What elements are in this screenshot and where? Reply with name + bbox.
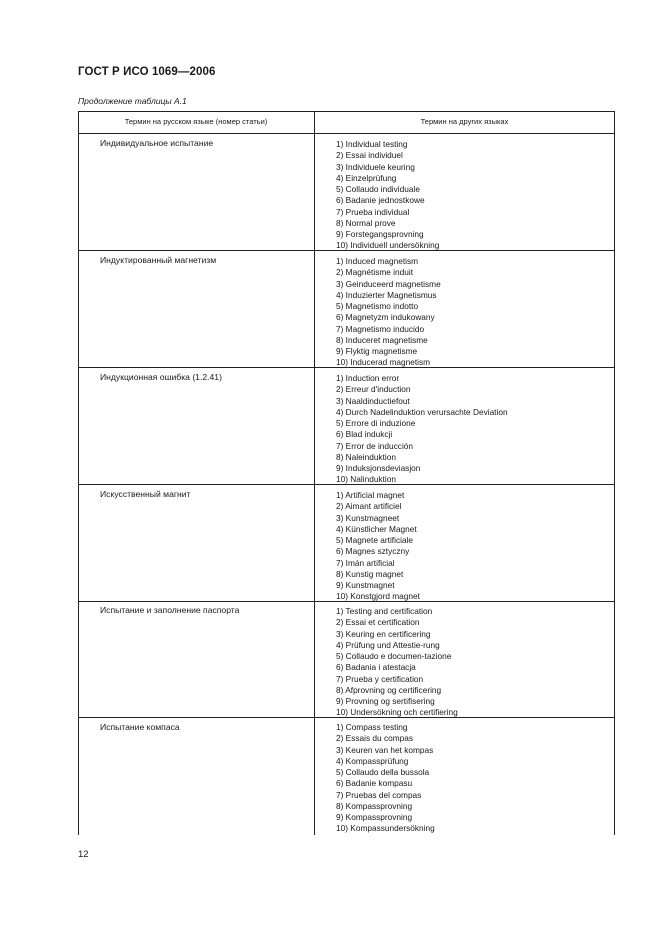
translation-item: 4) Durch Nadelinduktion verursachte Deviation	[336, 406, 508, 417]
russian-term: Индивидуальное испытание	[100, 138, 214, 148]
translation-item: 6) Badania i atestacja	[336, 662, 416, 673]
document-title: ГОСТ Р ИСО 1069—2006	[78, 66, 216, 78]
translation-item: 1) Individual testing	[336, 139, 408, 149]
translation-item: 5) Magnete artificiale	[336, 535, 414, 545]
translation-item: 5) Collaudo della bussola	[336, 767, 430, 777]
table-left-border	[78, 111, 79, 835]
translation-item: 7) Error de inducción	[336, 440, 414, 451]
translation-list	[336, 256, 441, 369]
russian-term: Индукционная ошибка (1.2.41)	[100, 372, 222, 382]
translation-item: 2) Essai et certification	[336, 617, 420, 628]
translation-item: 10) Undersökning och certifiering	[336, 707, 458, 718]
translation-item: 7) Pruebas del compas	[336, 789, 422, 800]
translation-item: 8) Kompassprovning	[336, 800, 413, 811]
russian-term: Испытание компаса	[100, 722, 180, 732]
translation-item: 2) Magnétisme induit	[336, 267, 414, 278]
translation-item: 4) Einzelprüfung	[336, 172, 397, 183]
translation-item: 10) Kompassundersökning	[336, 823, 435, 834]
translation-item: 6) Badanie jednostkowe	[336, 195, 425, 206]
page-number: 12	[78, 849, 89, 860]
translation-item: 10) Konstgjord magnet	[336, 591, 420, 602]
table-right-border	[614, 111, 615, 835]
translation-item: 1) Testing and certification	[336, 606, 433, 616]
translation-item: 9) Provning og sertifisering	[336, 696, 435, 706]
translation-item: 7) Prueba y certification	[336, 673, 424, 684]
translation-item: 9) Induksjonsdeviasjon	[336, 463, 421, 473]
translation-item: 7) Prueba individual	[336, 206, 410, 217]
header-bottom-border	[78, 133, 615, 134]
translation-item: 3) Geinduceerd magnetisme	[336, 278, 441, 289]
translation-item: 8) Induceret magnetisme	[336, 334, 428, 345]
translation-item: 10) Individuell undersökning	[336, 240, 440, 251]
translation-item: 5) Magnetismo indotto	[336, 301, 419, 311]
translation-item: 5) Errore di induzione	[336, 418, 416, 428]
header-russian-term: Термин на русском языке (номер статьи)	[124, 117, 268, 126]
translation-item: 5) Collaudo e documen-tazione	[336, 651, 452, 661]
translation-item: 6) Magnetyzm indukowany	[336, 312, 435, 323]
column-divider	[314, 111, 315, 835]
translation-item: 8) Afprovning og certificering	[336, 684, 442, 695]
translation-item: 4) Künstlicher Magnet	[336, 523, 417, 534]
translation-item: 1) Compass testing	[336, 722, 408, 732]
translation-list	[336, 139, 439, 252]
russian-term: Испытание и заполнение паспорта	[100, 605, 240, 615]
translation-item: 1) Induced magnetism	[336, 256, 419, 266]
translation-item: 3) Naaldinductiefout	[336, 395, 410, 406]
translation-list	[336, 606, 458, 719]
terms-table	[78, 111, 615, 835]
translation-list	[336, 490, 420, 603]
translation-list	[336, 373, 508, 486]
header-other-languages: Термин на других языках	[420, 117, 509, 126]
russian-term: Индуктированный магнетизм	[100, 255, 217, 265]
translation-item: 1) Artificial magnet	[336, 490, 405, 500]
translation-item: 3) Individuele keuring	[336, 161, 415, 172]
table-caption: Продолжение таблицы А.1	[78, 96, 187, 106]
translation-item: 6) Badanie kompasu	[336, 778, 413, 789]
translation-item: 8) Naleinduktion	[336, 451, 396, 462]
translation-item: 8) Normal prove	[336, 217, 396, 228]
translation-item: 7) Imán artificial	[336, 557, 395, 568]
translation-item: 8) Kunstig magnet	[336, 568, 404, 579]
translation-item: 3) Keuring en certificering	[336, 628, 431, 639]
translation-item: 10) Nalinduktion	[336, 474, 396, 485]
translation-item: 7) Magnetismo inducido	[336, 323, 425, 334]
translation-item: 2) Aimant artificiel	[336, 501, 402, 512]
translation-item: 2) Essai individuel	[336, 150, 403, 161]
translation-item: 2) Essais du compas	[336, 733, 414, 744]
translation-item: 6) Magnes sztyczny	[336, 546, 410, 557]
russian-term: Искусственный магнит	[100, 489, 191, 499]
translation-list	[336, 722, 435, 835]
translation-item: 6) Blad indukcji	[336, 429, 393, 440]
translation-item: 1) Induction error	[336, 373, 400, 383]
translation-item: 4) Prüfung und Attestie-rung	[336, 639, 440, 650]
translation-item: 9) Kompassprovning	[336, 812, 413, 822]
translation-item: 4) Induzierter Magnetismus	[336, 289, 437, 300]
translation-item: 9) Flyktig magnetisme	[336, 346, 418, 356]
translation-item: 9) Kunstmagnet	[336, 580, 395, 590]
translation-item: 4) Kompassprüfung	[336, 755, 409, 766]
translation-item: 3) Keuren van het kompas	[336, 744, 434, 755]
translation-item: 5) Collaudo individuale	[336, 184, 420, 194]
translation-item: 10) Inducerad magnetism	[336, 357, 431, 368]
translation-item: 3) Kunstmagneet	[336, 512, 400, 523]
translation-item: 2) Erreur d'induction	[336, 384, 411, 395]
translation-item: 9) Forstegangsprovning	[336, 229, 424, 239]
